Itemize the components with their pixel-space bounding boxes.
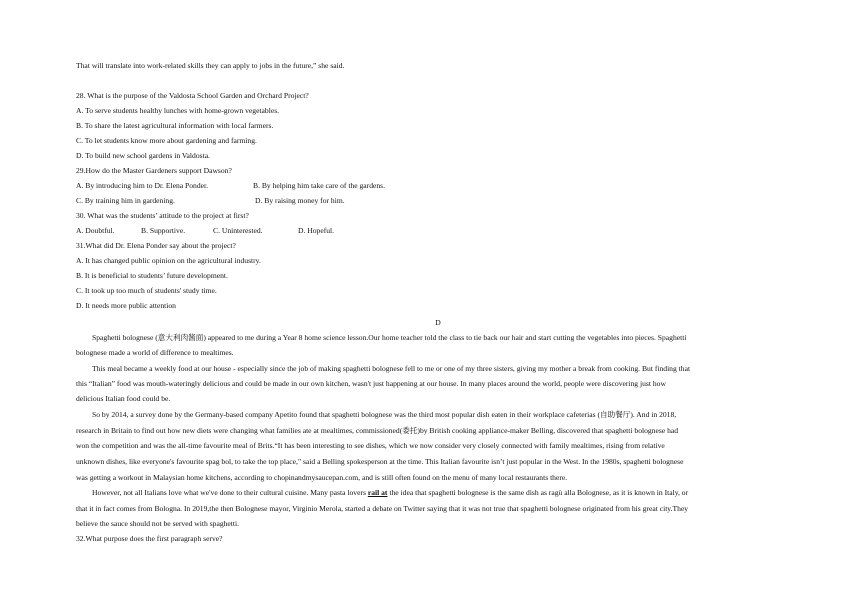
question-30-option-c: C. Uninterested. (213, 226, 263, 235)
question-28-option-d: D. To build new school gardens in Valdosta. (76, 151, 210, 160)
question-30-option-b: B. Supportive. (141, 226, 186, 235)
question-31-option-d: D. It needs more public attention (76, 301, 176, 310)
question-31-option-b: B. It is beneficial to students’ future development. (76, 271, 228, 280)
question-31-stem: 31.What did Dr. Elena Ponder say about the project? (76, 241, 236, 250)
question-29-option-d: D. By raising money for him. (255, 196, 345, 205)
question-28-option-b: B. To share the latest agricultural information with local farmers. (76, 121, 274, 130)
question-32-stem: 32.What purpose does the first paragraph serve? (76, 534, 223, 543)
passage-line: This meal became a weekly food at our house - especially since the job of making spaghetti bolognese fell to me or one of my three sisters, giving my mother a break from cooking. But finding that (92, 364, 691, 373)
question-31-option-a: A. It has changed public opinion on the agricultural industry. (76, 256, 261, 265)
passage-line: won the competition and was the all-time favourite meal of Brits.“It has been interesting to see dishes, which we now consider very closely connected with family mealtimes, rising from relative (76, 441, 665, 450)
question-31-option-c: C. It took up too much of students' study time. (76, 286, 217, 295)
passage-line: that it in fact comes from Bologna. In 2019,the then Bolognese mayor, Virginio Merola, started a debate on Twitter saying that it was not true that spaghetti bolognese originated from his great city.They (76, 504, 689, 513)
question-30-stem: 30. What was the students’ attitude to the project at first? (76, 211, 249, 220)
question-30-option-a: A. Doubtful. (76, 226, 115, 235)
question-29-stem: 29.How do the Master Gardeners support Dawson? (76, 166, 232, 175)
intro-line: That will translate into work-related skills they can apply to jobs in the future,” she said. (76, 61, 345, 70)
passage-line: research in Britain to find out how new diets were changing what families ate at mealtimes, commissioned(委托)by British cooking appliance-maker Belling, discovered that spaghetti bolognese had (76, 426, 679, 435)
section-label: D (435, 318, 441, 327)
question-29-option-c: C. By training him in gardening. (76, 196, 175, 205)
question-30-option-d: D. Hopeful. (298, 226, 335, 235)
passage-line: bolognese made a world of difference to mealtimes. (76, 348, 234, 357)
passage-line: unknown dishes, like everyone's favourite spag bol, to take the top place," said a Belling spokesperson at the time. This Italian favourite isn’t just popular in the West. In the 1980s, spaghetti bolognese (76, 457, 684, 466)
passage-line: was getting a workout in Malaysian home kitchens, according to chopinandmysaucepan.com, and is still often found on the menu of many local restaurants there. (76, 473, 568, 482)
passage-line: Spaghetti bolognese (意大利肉酱面) appeared to me during a Year 8 home science lesson.Our home teacher told the class to tie back our hair and start cutting the vegetables into pieces. Spaghetti (92, 333, 687, 342)
question-29-option-b: B. By helping him take care of the gardens. (253, 181, 386, 190)
passage-text: However, not all Italians love what we've done to their cultural cuisine. Many pasta lovers (92, 488, 368, 497)
passage-line: this “Italian” food was mouth-wateringly delicious and could be made in our own kitchen, wasn't just happening at our house. In many places around the world, people were discovering just how (76, 379, 666, 388)
passage-line: believe the sauce should not be served with spaghetti. (76, 519, 240, 528)
question-28-option-a: A. To serve students healthy lunches with home-grown vegetables. (76, 106, 280, 115)
question-29-option-a: A. By introducing him to Dr. Elena Ponder. (76, 181, 209, 190)
passage-line: delicious Italian food could be. (76, 394, 171, 403)
question-28-stem: 28. What is the purpose of the Valdosta School Garden and Orchard Project? (76, 91, 309, 100)
passage-line: So by 2014, a survey done by the Germany-based company Apetito found that spaghetti bolognese was the third most popular dish eaten in their workplace cafeterias (自助餐厅). And in 2018, (92, 410, 677, 419)
passage-paragraph-5-line-1 (92, 488, 688, 498)
passage-text: the idea that spaghetti bolognese is the same dish as ragù alla Bolognese, as it is known in Italy, or (387, 488, 689, 497)
highlighted-phrase: rail at (367, 488, 388, 497)
question-28-option-c: C. To let students know more about gardening and farming. (76, 136, 257, 145)
